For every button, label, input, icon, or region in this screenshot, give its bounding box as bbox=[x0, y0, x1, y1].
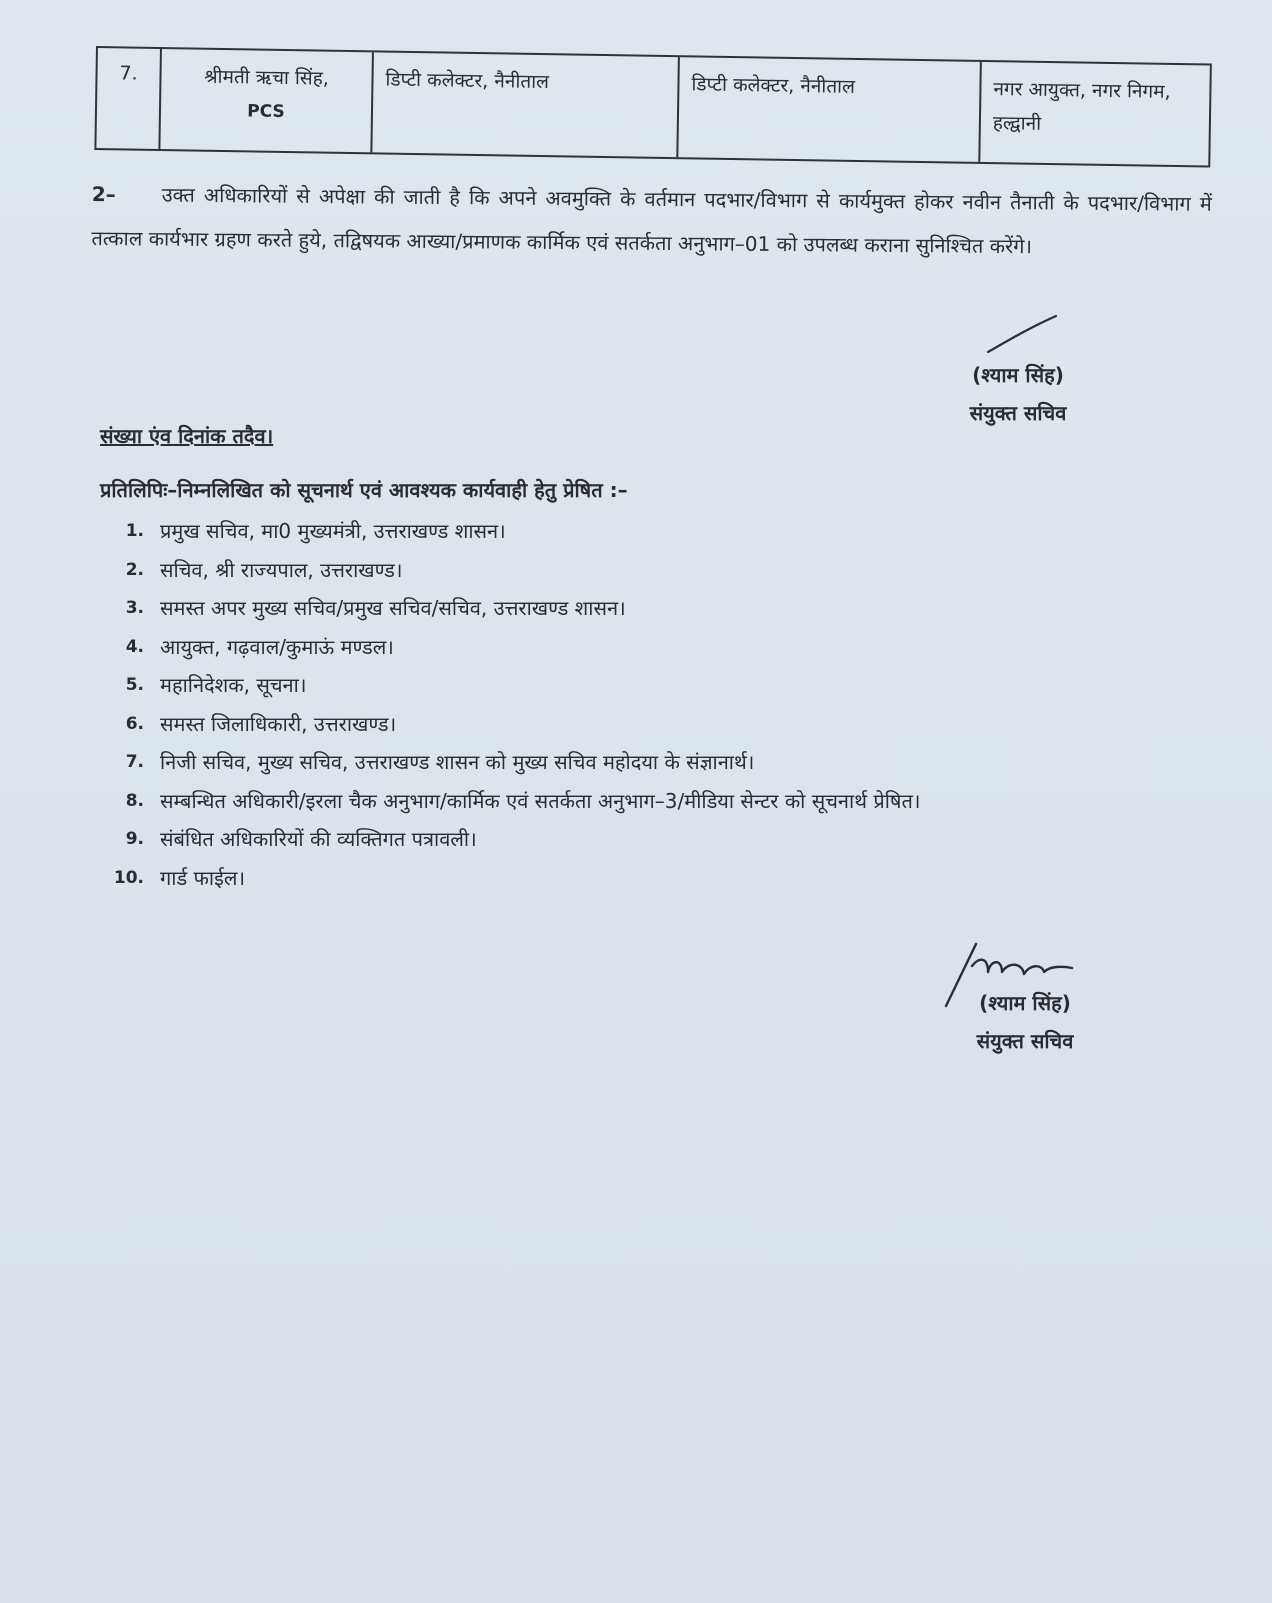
signatory-name: (श्याम सिंह) bbox=[979, 991, 1071, 1015]
list-item: 8. सम्बन्धित अधिकारी/इरला चैक अनुभाग/कार्मिक एवं सतर्कता अनुभाग–3/मीडिया सेन्टर को सूचनार्थ प्रेषित। bbox=[125, 788, 921, 813]
posting-table-row bbox=[94, 46, 1211, 168]
current-post-cell-2: डिप्टी कलेक्टर, नैनीताल bbox=[678, 57, 982, 162]
officer-name-cell bbox=[160, 49, 374, 152]
signatory-name: (श्याम सिंह) bbox=[972, 363, 1064, 387]
signature-stroke-1 bbox=[984, 310, 1064, 360]
new-post-cell: नगर आयुक्त, नगर निगम, हल्द्वानी bbox=[992, 78, 1171, 135]
signatory-designation: संयुक्त सचिव bbox=[969, 401, 1067, 425]
officer-service: PCS bbox=[247, 101, 285, 122]
officer-name: श्रीमती ऋचा सिंह, bbox=[204, 65, 330, 90]
signature-block-2 bbox=[955, 984, 1095, 1060]
paragraph-number: 2– bbox=[91, 181, 116, 207]
copy-to-list bbox=[96, 512, 1206, 897]
list-item: 7. निजी सचिव, मुख्य सचिव, उत्तराखण्ड शासन को मुख्य सचिव महोदया के संज्ञानार्थ। bbox=[125, 750, 755, 774]
current-post-cell: डिप्टी कलेक्टर, नैनीताल bbox=[372, 52, 680, 157]
reference-line: संख्या एंव दिनांक तदैव। bbox=[100, 424, 274, 448]
list-item: 1. प्रमुख सचिव, मा0 मुख्यमंत्री, उत्तराखण्ड शासन। bbox=[125, 519, 506, 543]
list-item: 3. समस्त अपर मुख्य सचिव/प्रमुख सचिव/सचिव, उत्तराखण्ड शासन। bbox=[125, 596, 626, 620]
list-item: 4. आयुक्त, गढ़वाल/कुमाऊं मण्डल। bbox=[125, 634, 394, 659]
paragraph-text: उक्त अधिकारियों से अपेक्षा की जाती है कि अपने अवमुक्ति के वर्तमान पदभार/विभाग से कार्यमुक्त होकर नवीन तैनाती के पदभार/विभाग में तत्काल कार्यभार ग्रहण करते हुये, तद्विषयक आख्या/प्रमाणक कार्मिक एवं सतर्कता अनुभाग–01 को उपलब्ध कराना सुनिश्चित करेंगे। bbox=[91, 182, 1212, 259]
list-item: 10. गार्ड फाईल। bbox=[113, 865, 246, 890]
signature-block-1 bbox=[948, 356, 1088, 432]
serial-cell: 7. bbox=[96, 48, 162, 149]
list-item: 2. सचिव, श्री राज्यपाल, उत्तराखण्ड। bbox=[125, 557, 403, 582]
signatory-designation: संयुक्त सचिव bbox=[976, 1029, 1074, 1053]
list-item: 9. संबंधित अधिकारियों की व्यक्तिगत पत्रावली। bbox=[125, 827, 477, 851]
copy-to-heading: प्रतिलिपिः–निम्नलिखित को सूचनार्थ एवं आवश्यक कार्यवाही हेतु प्रेषित :– bbox=[100, 478, 628, 502]
list-item: 5. महानिदेशक, सूचना। bbox=[125, 673, 307, 697]
instruction-paragraph bbox=[91, 172, 1212, 270]
list-item: 6. समस्त जिलाधिकारी, उत्तराखण्ड। bbox=[125, 711, 397, 736]
